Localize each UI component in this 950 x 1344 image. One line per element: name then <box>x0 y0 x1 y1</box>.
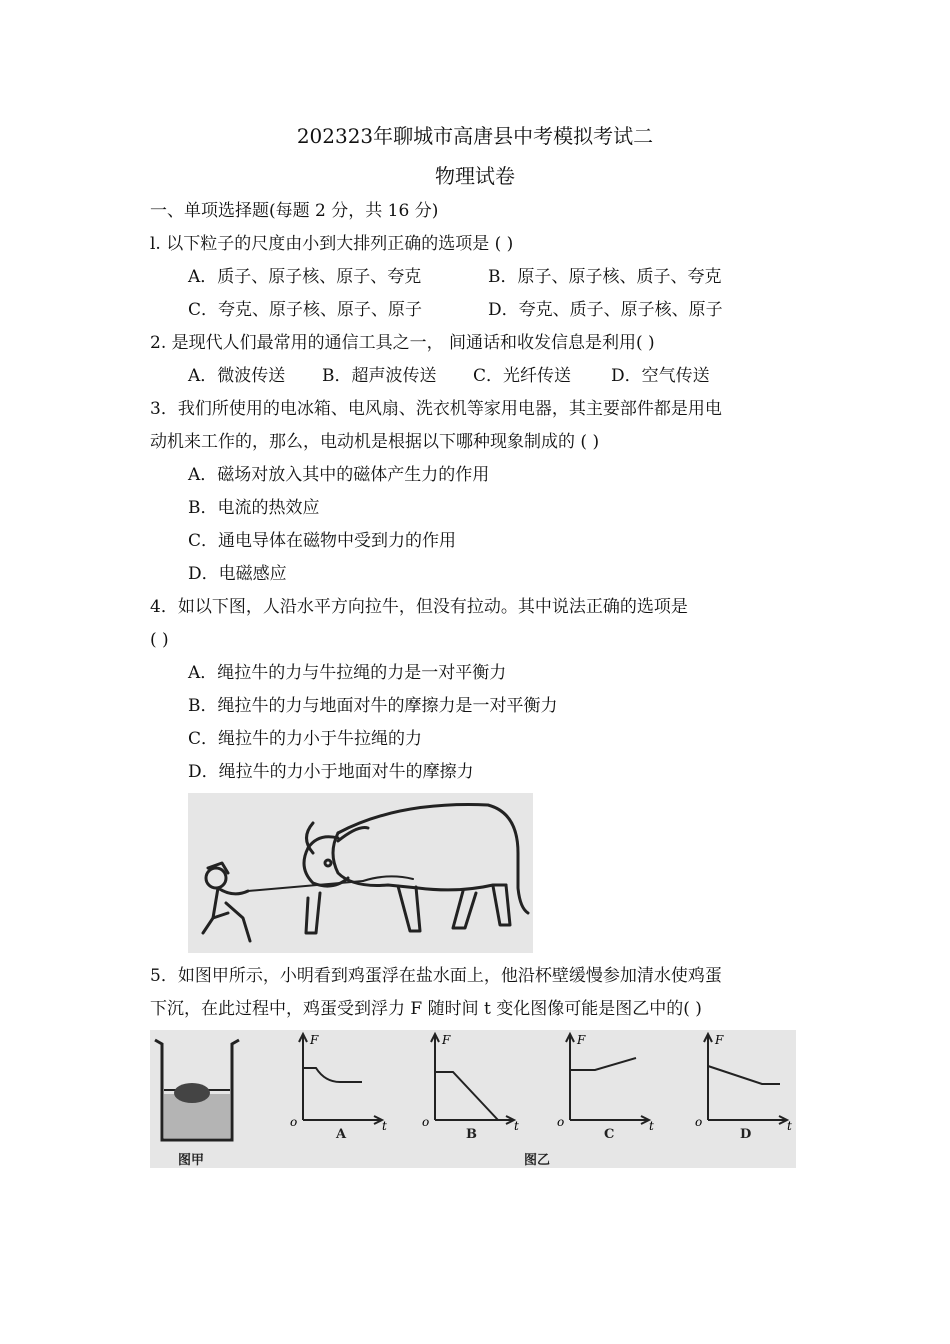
graph-a-label: A <box>336 1127 347 1142</box>
graph-c-x-label: t <box>649 1119 654 1133</box>
graph-a-x-label: t <box>382 1119 387 1133</box>
graph-c-origin: o <box>557 1115 565 1129</box>
question-5-stem-line2: 下沉，在此过程中，鸡蛋受到浮力 F 随时间 t 变化图像可能是图乙中的( ) <box>150 999 702 1019</box>
page-title: 202323年聊城市高唐县中考模拟考试二 <box>296 124 654 148</box>
question-4-stem-line2: ( ) <box>150 630 169 650</box>
question-3-stem-line2: 动机来工作的，那么，电动机是根据以下哪种现象制成的 ( ) <box>150 432 600 452</box>
buoyancy-figure <box>150 1030 796 1168</box>
question-4-option-c: C．绳拉牛的力小于牛拉绳的力 <box>188 729 423 749</box>
question-3-option-a: A．磁场对放入其中的磁体产生力的作用 <box>188 465 490 485</box>
graph-b-label: B <box>466 1127 477 1142</box>
graph-b-origin: o <box>422 1115 430 1129</box>
figure-jia-caption: 图甲 <box>178 1153 205 1168</box>
question-4-stem-line1: 4．如以下图，人沿水平方向拉牛，但没有拉动。其中说法正确的选项是 <box>150 597 688 617</box>
egg-icon <box>174 1083 210 1103</box>
graph-a-origin: o <box>290 1115 298 1129</box>
question-1-option-b: B．原子、原子核、质子、夸克 <box>488 267 722 287</box>
page-subtitle: 物理试卷 <box>435 164 515 188</box>
question-5-stem-line1: 5．如图甲所示，小明看到鸡蛋浮在盐水面上，他沿杯壁缓慢参加清水使鸡蛋 <box>150 966 722 986</box>
question-4-option-a: A．绳拉牛的力与牛拉绳的力是一对平衡力 <box>188 663 507 683</box>
question-2-stem: 2. 是现代人们最常用的通信工具之一， 间通话和收发信息是利用( ) <box>150 333 655 353</box>
figure-yi-caption: 图乙 <box>524 1153 551 1168</box>
question-1-option-d: D．夸克、质子、原子核、原子 <box>488 300 723 320</box>
graph-b-y-label: F <box>442 1033 451 1047</box>
question-1-option-c: C．夸克、原子核、原子、原子 <box>188 300 423 320</box>
question-4-option-d: D．绳拉牛的力小于地面对牛的摩擦力 <box>188 762 474 782</box>
question-2-option-c: C．光纤传送 <box>473 366 572 386</box>
question-3-option-d: D．电磁感应 <box>188 564 287 584</box>
question-3-option-b: B．电流的热效应 <box>188 498 320 518</box>
ox-drawing <box>188 793 533 953</box>
question-4-option-b: B．绳拉牛的力与地面对牛的摩擦力是一对平衡力 <box>188 696 558 716</box>
graph-d-x-label: t <box>787 1119 792 1133</box>
graph-c-y-label: F <box>577 1033 586 1047</box>
question-3-option-c: C．通电导体在磁物中受到力的作用 <box>188 531 457 551</box>
buoyancy-drawing <box>150 1030 796 1168</box>
question-2-option-a: A．微波传送 <box>188 366 286 386</box>
ox-pulling-figure <box>188 793 533 953</box>
graph-d-label: D <box>740 1127 752 1142</box>
question-2-option-d: D．空气传送 <box>611 366 710 386</box>
question-1-option-a: A．质子、原子核、原子、夸克 <box>188 267 422 287</box>
section-heading: 一、单项选择题(每题 2 分，共 16 分) <box>150 201 439 221</box>
graph-d-origin: o <box>695 1115 703 1129</box>
question-3-stem-line1: 3．我们所使用的电冰箱、电风扇、洗衣机等家用电器，其主要部件都是用电 <box>150 399 722 419</box>
graph-c-label: C <box>604 1127 615 1142</box>
graph-b-x-label: t <box>514 1119 519 1133</box>
question-1-stem: l. 以下粒子的尺度由小到大排列正确的选项是 ( ) <box>150 234 514 254</box>
graph-a-y-label: F <box>310 1033 319 1047</box>
question-2-option-b: B．超声波传送 <box>322 366 437 386</box>
graph-d-y-label: F <box>715 1033 724 1047</box>
